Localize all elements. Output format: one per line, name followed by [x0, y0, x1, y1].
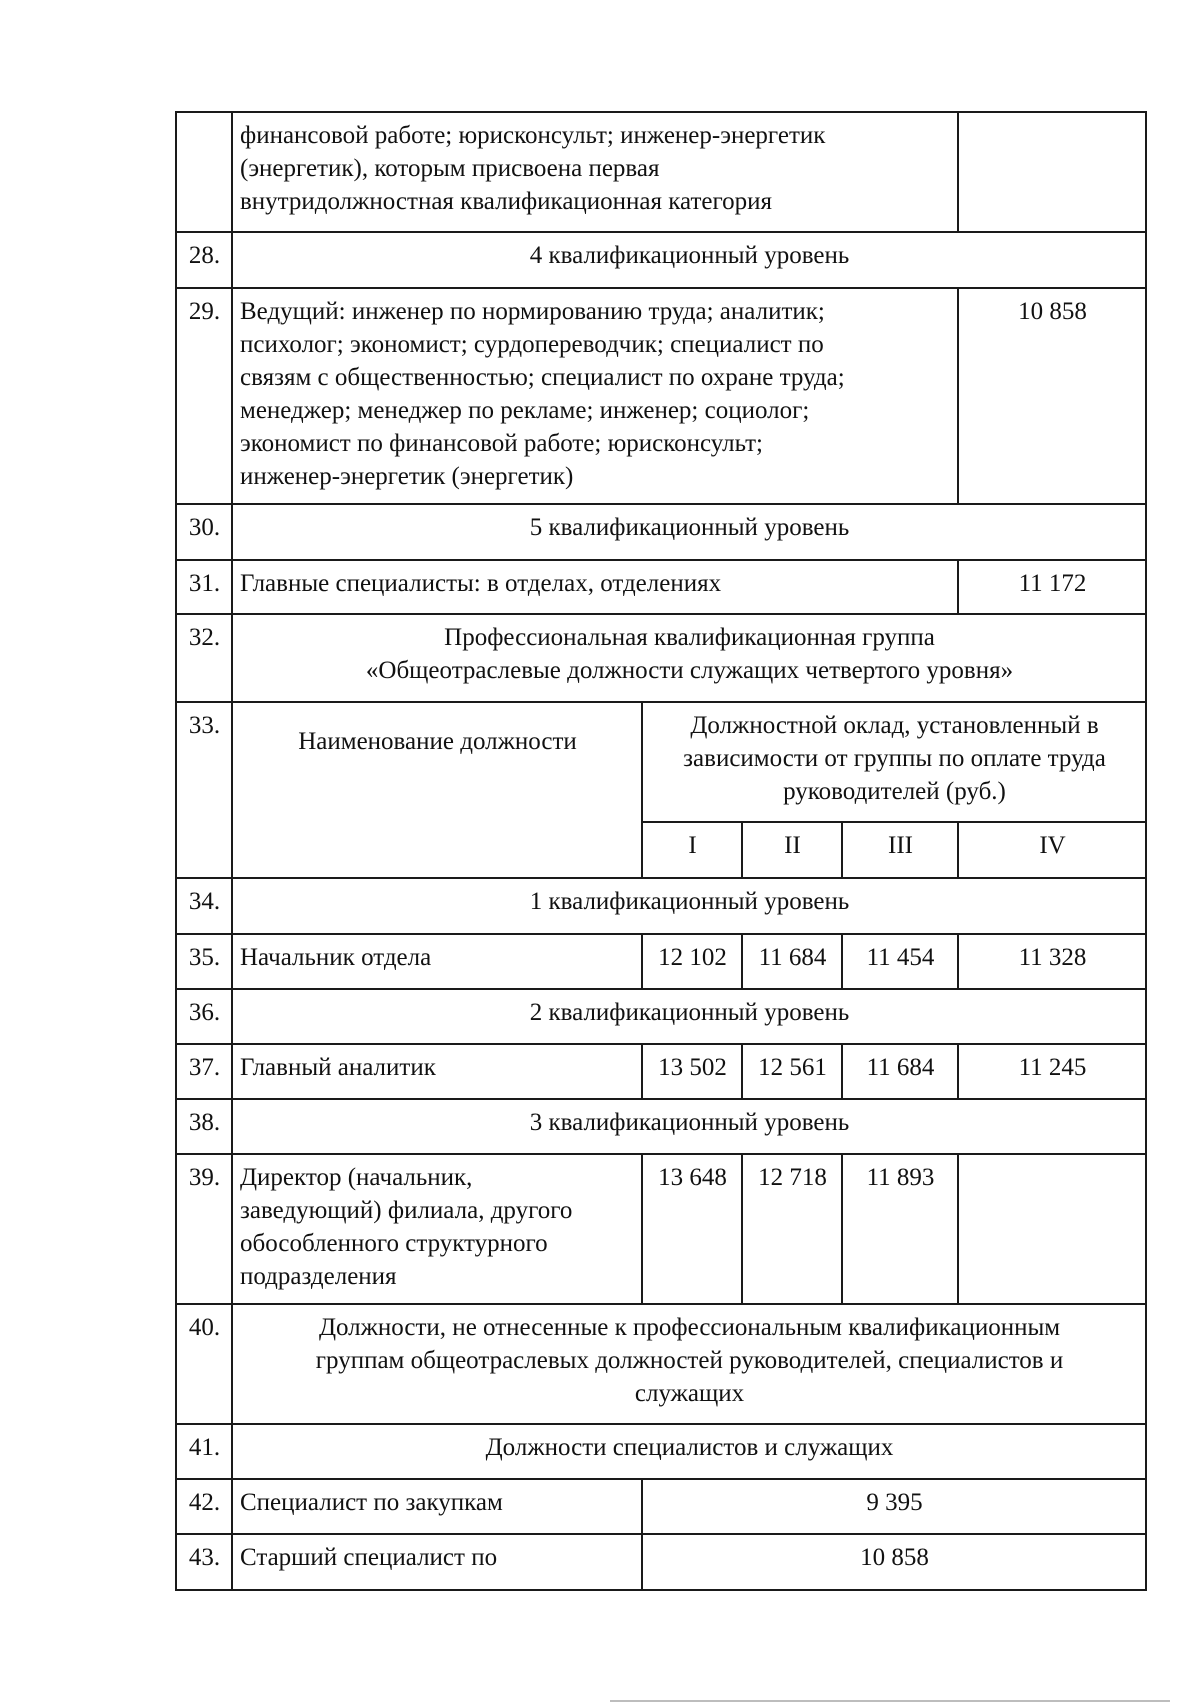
- row-number: [176, 112, 232, 232]
- table-row: [176, 112, 1146, 232]
- table-row: [176, 1044, 1146, 1099]
- table-row: [176, 1304, 1146, 1424]
- position-name-cell: Главный аналитик: [232, 1044, 642, 1099]
- row-number: 31.: [176, 560, 232, 614]
- table-row: [176, 1099, 1146, 1154]
- salary-table: [175, 111, 1147, 1591]
- table-row: [176, 614, 1146, 702]
- row-number: 33.: [176, 702, 232, 878]
- salary-cell-ii: 11 684: [742, 934, 842, 989]
- salary-cell: 10 858: [958, 288, 1146, 504]
- salary-cell-iv: [958, 1154, 1146, 1304]
- salary-cell-i: 12 102: [642, 934, 742, 989]
- row-number: 35.: [176, 934, 232, 989]
- section-heading: 1 квалификационный уровень: [232, 878, 1146, 934]
- table-row: [176, 1479, 1146, 1534]
- group-header-i: I: [642, 822, 742, 878]
- position-name-cell: Начальник отдела: [232, 934, 642, 989]
- row-number: 36.: [176, 989, 232, 1044]
- table-row: [176, 1534, 1146, 1590]
- table-row: [176, 934, 1146, 989]
- salary-cell: 11 172: [958, 560, 1146, 614]
- salary-cell-iii: 11 684: [842, 1044, 958, 1099]
- row-number: 38.: [176, 1099, 232, 1154]
- salary-cell-i: 13 502: [642, 1044, 742, 1099]
- row-number: 30.: [176, 504, 232, 560]
- table-header-row: [176, 702, 1146, 822]
- table-row: [176, 1154, 1146, 1304]
- group-header-ii: II: [742, 822, 842, 878]
- section-heading: 4 квалификационный уровень: [232, 232, 1146, 288]
- row-number: 43.: [176, 1534, 232, 1590]
- row-number: 32.: [176, 614, 232, 702]
- table-row: [176, 504, 1146, 560]
- row-number: 41.: [176, 1424, 232, 1479]
- salary-cell-ii: 12 718: [742, 1154, 842, 1304]
- salary-cell: 9 395: [642, 1479, 1146, 1534]
- position-name-cell: Ведущий: инженер по нормированию труда; аналитик; психолог; экономист; сурдопереводчик; специалист по связям с общественностью; специалист по охране труда; менеджер; менеджер по рекламе; инженер; социолог; экономист по финансовой работе; юрисконсульт; инженер-энергетик (энергетик): [232, 288, 958, 504]
- section-heading: Должности специалистов и служащих: [232, 1424, 1146, 1479]
- group-heading: Должности, не отнесенные к профессиональным квалификационным группам общеотраслевых должностей руководителей, специалистов и служащих: [232, 1304, 1146, 1424]
- group-header-iv: IV: [958, 822, 1146, 878]
- row-number: 34.: [176, 878, 232, 934]
- section-heading: 5 квалификационный уровень: [232, 504, 1146, 560]
- salary-header: Должностной оклад, установленный в зависимости от группы по оплате труда руководителей (руб.): [642, 702, 1146, 822]
- salary-cell: 10 858: [642, 1534, 1146, 1590]
- row-number: 28.: [176, 232, 232, 288]
- position-name-cell: Старший специалист по: [232, 1534, 642, 1590]
- position-name-cell: финансовой работе; юрисконсульт; инженер-энергетик (энергетик), которым присвоена первая внутридолжностная квалификационная категория: [232, 112, 958, 232]
- row-number: 37.: [176, 1044, 232, 1099]
- position-name-header: Наименование должности: [232, 702, 642, 878]
- salary-cell-ii: 12 561: [742, 1044, 842, 1099]
- position-name-cell: Специалист по закупкам: [232, 1479, 642, 1534]
- table-row: [176, 560, 1146, 614]
- position-name-cell: Директор (начальник, заведующий) филиала, другого обособленного структурного подразделения: [232, 1154, 642, 1304]
- table-row: [176, 878, 1146, 934]
- section-heading: 2 квалификационный уровень: [232, 989, 1146, 1044]
- position-name-cell: Главные специалисты: в отделах, отделениях: [232, 560, 958, 614]
- table-row: [176, 232, 1146, 288]
- group-heading: Профессиональная квалификационная группа «Общеотраслевые должности служащих четвертого уровня»: [232, 614, 1146, 702]
- table-row: [176, 1424, 1146, 1479]
- salary-cell-iv: 11 328: [958, 934, 1146, 989]
- row-number: 40.: [176, 1304, 232, 1424]
- salary-cell-i: 13 648: [642, 1154, 742, 1304]
- row-number: 29.: [176, 288, 232, 504]
- scan-artifact-line: [610, 1700, 1170, 1702]
- salary-cell-iii: 11 893: [842, 1154, 958, 1304]
- table-row: [176, 989, 1146, 1044]
- salary-cell: [958, 112, 1146, 232]
- table-row: [176, 288, 1146, 504]
- section-heading: 3 квалификационный уровень: [232, 1099, 1146, 1154]
- salary-cell-iii: 11 454: [842, 934, 958, 989]
- row-number: 42.: [176, 1479, 232, 1534]
- row-number: 39.: [176, 1154, 232, 1304]
- salary-cell-iv: 11 245: [958, 1044, 1146, 1099]
- group-header-iii: III: [842, 822, 958, 878]
